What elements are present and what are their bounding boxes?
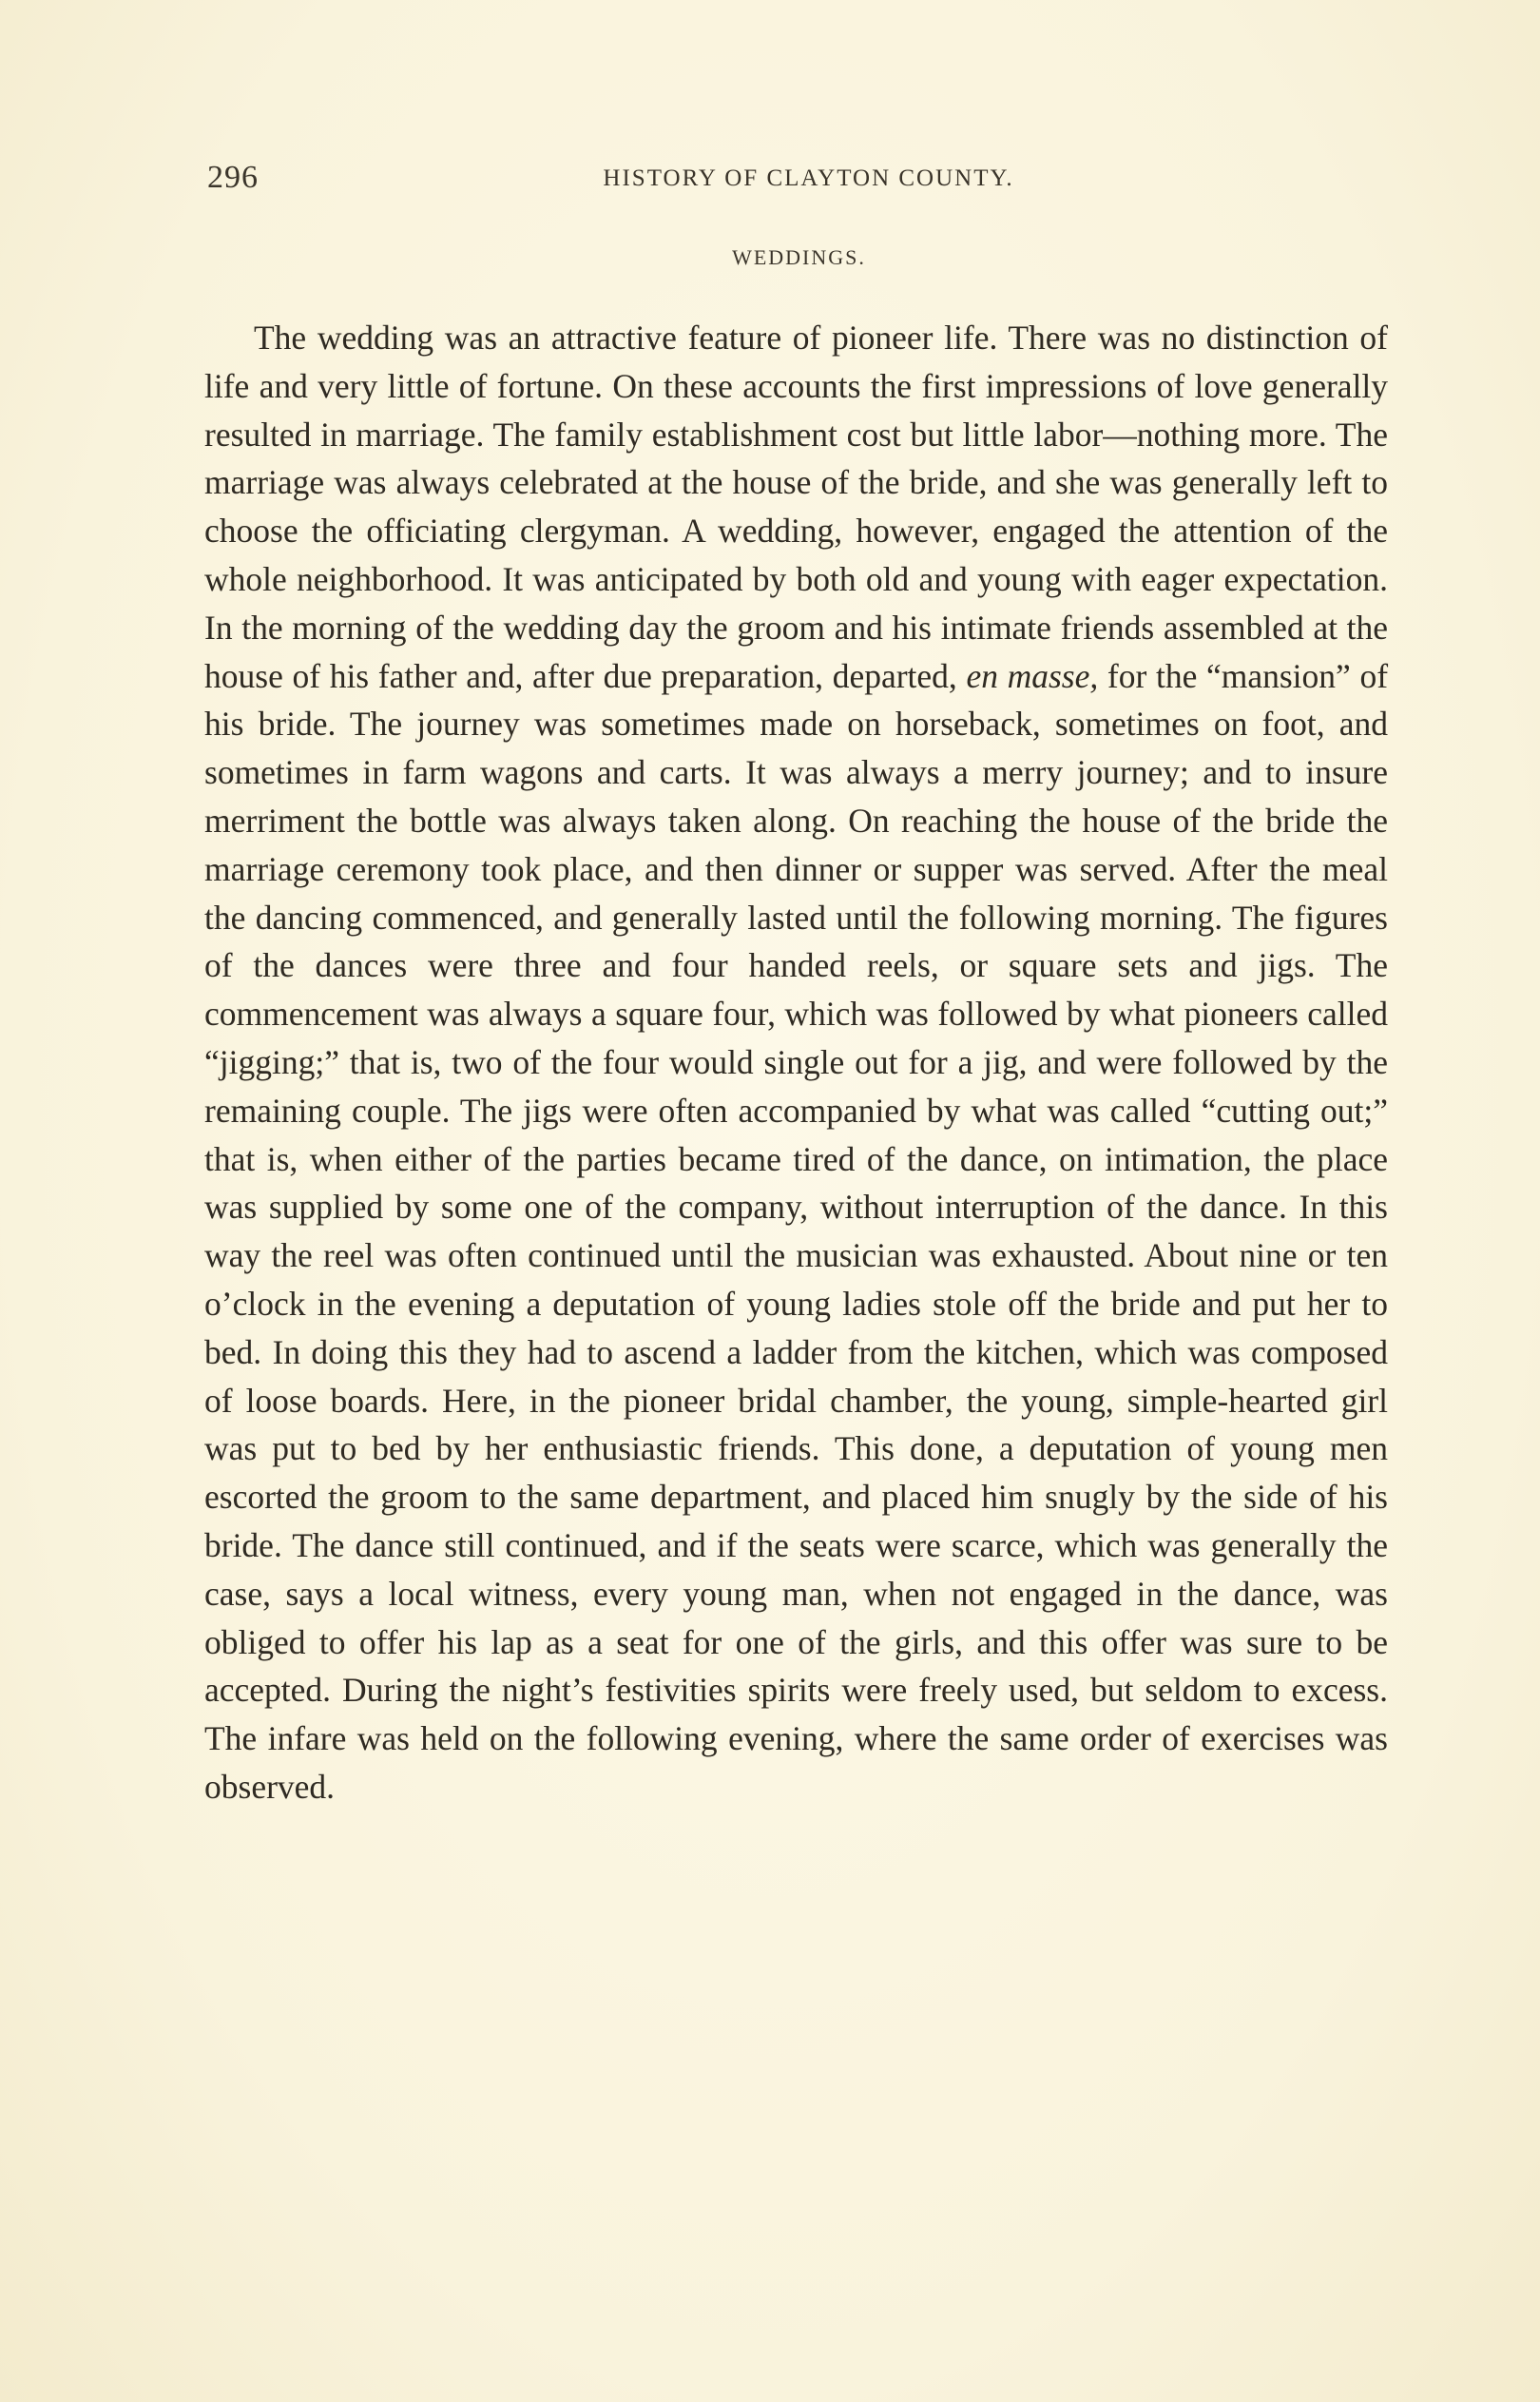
paragraph-text-part-1: The wedding was an attractive feature of pioneer life. There was no distinction of life and very little of fortune. On these accounts the first impressions of love generally resulted in marriage. The family establishment cost but little labor—nothing more. The marriage was always celebrated at the house of the bride, and she was generally left to choose the officiating clergyman. A wedding, however, engaged the attention of the whole neighborhood. It was anticipated by both old and young with eager expectation. In the morning of the wedding day the groom and his intimate friends assembled at the house of his father and, after due preparation, departed, [204,319,1388,695]
paragraph-italic-phrase: en masse, [966,656,1099,695]
section-heading: WEDDINGS. [732,245,866,269]
paragraph-text-part-2: for the “mansion” of his bride. The journey was sometimes made on horseback, sometimes on foot, and sometimes in farm wagons and carts. It was always a merry journey; and to insure merriment the bottle was always taken along. On reaching the house of the bride the marriage ceremony took place, and then dinner or supper was served. After the meal the dancing commenced, and generally lasted until the following morning. The figures of the dances were three and four handed reels, or square sets and jigs. The commencement was always a square four, which was followed by what pioneers called “jigging;” that is, two of the four would single out for a jig, and were followed by the remaining couple. The jigs were often accompanied by what was called “cutting out;” that is, when either of the parties became tired of the dance, on intimation, the place was supplied by some one of the company, without interruption of the dance. In this way the reel was often continued until the musician was exhausted. About nine or ten o’clock in the evening a deputation of young ladies stole off the bride and put her to bed. In doing this they had to ascend a ladder from the kitchen, which was composed of loose boards. Here, in the pioneer bridal chamber, the young, simple-hearted girl was put to bed by her enthusiastic friends. This done, a deputation of young men escorted the groom to the same department, and placed him snugly by the side of his bride. The dance still continued, and if the seats were scarce, which was generally the case, says a local witness, every young man, when not engaged in the dance, was obliged to offer his lap as a seat for one of the girls, and this offer was sure to be accepted. During the night’s festivities spirits were freely used, but seldom to excess. The infare was held on the following evening, where the same order of exercises was observed. [204,656,1389,1806]
body-paragraph [204,314,1388,1811]
page-number: 296 [207,160,259,195]
running-head: HISTORY OF CLAYTON COUNTY. [603,165,1014,191]
page-header [207,160,1410,202]
